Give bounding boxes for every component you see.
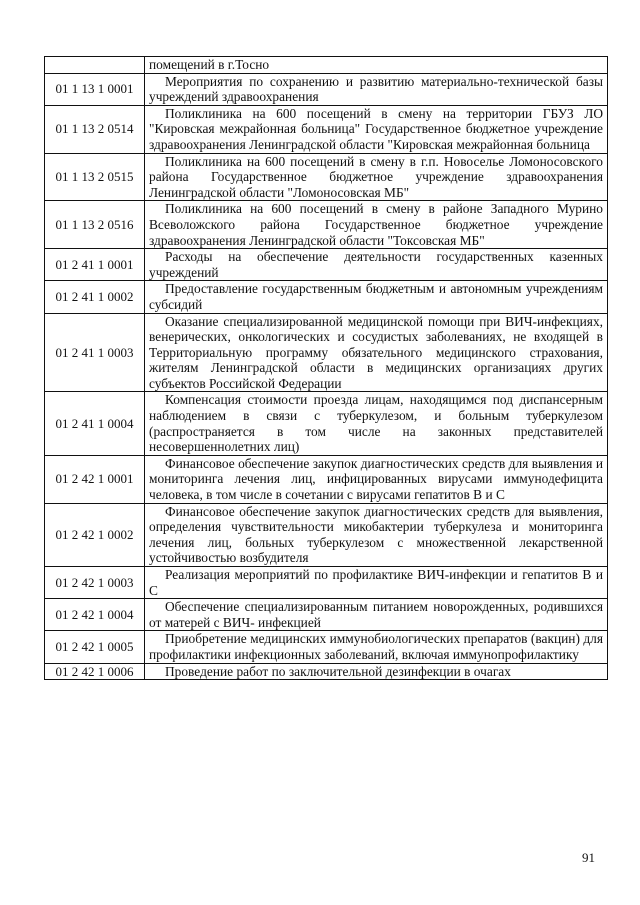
table-row: [45, 57, 608, 74]
table-row: [45, 105, 608, 153]
page-number: 91: [582, 850, 595, 865]
table-row: [45, 249, 608, 281]
table-row: [45, 392, 608, 455]
row-code: [45, 57, 145, 74]
row-code: 01 2 42 1 0002: [45, 503, 145, 566]
row-code: 01 2 42 1 0005: [45, 631, 145, 663]
table-row: [45, 503, 608, 566]
row-description: Приобретение медицинских иммунобиологических препаратов (вакцин) для профилактики инфекционных заболеваний, включая иммунопрофилактику: [145, 631, 608, 663]
row-description: Поликлиника на 600 посещений в смену в г.п. Новоселье Ломоносовского района Государственное бюджетное учреждение здравоохранения Ленинградской области "Ломоносовская МБ": [145, 153, 608, 201]
table-row: [45, 313, 608, 392]
row-code: 01 2 41 1 0004: [45, 392, 145, 455]
row-code: 01 2 42 1 0001: [45, 455, 145, 503]
row-description: Финансовое обеспечение закупок диагностических средств для выявления и мониторинга лечения лиц, инфицированных вирусами иммунодефицита человека, в том числе в сочетании с вирусами гепатитов В и С: [145, 455, 608, 503]
row-code: 01 2 42 1 0004: [45, 599, 145, 631]
row-description: Оказание специализированной медицинской помощи при ВИЧ-инфекциях, венерических, онкологических и сосудистых заболеваниях, не входящей в Территориальную программу обязательного медицинского страхования, жителям Ленинградской области в медицинских организациях других субъектов Российской Федерации: [145, 313, 608, 392]
row-code: 01 2 41 1 0001: [45, 249, 145, 281]
row-description: Мероприятия по сохранению и развитию материально-технической базы учреждений здравоохранения: [145, 73, 608, 105]
table-row: [45, 631, 608, 663]
table-row: [45, 201, 608, 249]
row-code: 01 1 13 2 0515: [45, 153, 145, 201]
row-description: Обеспечение специализированным питанием новорожденных, родившихся от матерей с ВИЧ- инфекцией: [145, 599, 608, 631]
row-code: 01 2 42 1 0003: [45, 567, 145, 599]
row-description: Расходы на обеспечение деятельности государственных казенных учреждений: [145, 249, 608, 281]
row-description: Реализация мероприятий по профилактике ВИЧ-инфекции и гепатитов В и С: [145, 567, 608, 599]
budget-classification-table: [44, 56, 608, 680]
table-row: [45, 567, 608, 599]
row-code: 01 1 13 1 0001: [45, 73, 145, 105]
row-description: Проведение работ по заключительной дезинфекции в очагах: [145, 663, 608, 680]
row-description: помещений в г.Тосно: [145, 57, 608, 74]
table-row: [45, 599, 608, 631]
table-row: [45, 73, 608, 105]
row-description: Поликлиника на 600 посещений в смену в районе Западного Мурино Всеволожского района Государственное бюджетное учреждение здравоохранения Ленинградской области "Токсовская МБ": [145, 201, 608, 249]
row-code: 01 2 42 1 0006: [45, 663, 145, 680]
table-row: [45, 153, 608, 201]
row-code: 01 1 13 2 0516: [45, 201, 145, 249]
row-code: 01 1 13 2 0514: [45, 105, 145, 153]
table-row: [45, 281, 608, 313]
row-description: Поликлиника на 600 посещений в смену на территории ГБУЗ ЛО "Кировская межрайонная больница" Государственное бюджетное учреждение здравоохранения Ленинградской области "Кировская межрайонная больница: [145, 105, 608, 153]
row-description: Компенсация стоимости проезда лицам, находящимся под диспансерным наблюдением в связи с туберкулезом, и больным туберкулезом (распространяется в том числе на законных представителей несовершеннолетних лиц): [145, 392, 608, 455]
row-code: 01 2 41 1 0002: [45, 281, 145, 313]
row-description: Предоставление государственным бюджетным и автономным учреждениям субсидий: [145, 281, 608, 313]
table-row: [45, 663, 608, 680]
row-description: Финансовое обеспечение закупок диагностических средств для выявления, определения чувствительности микобактерии туберкулеза и мониторинга лечения лиц, больных туберкулезом с множественной лекарственной устойчивостью возбудителя: [145, 503, 608, 566]
table-row: [45, 455, 608, 503]
row-code: 01 2 41 1 0003: [45, 313, 145, 392]
